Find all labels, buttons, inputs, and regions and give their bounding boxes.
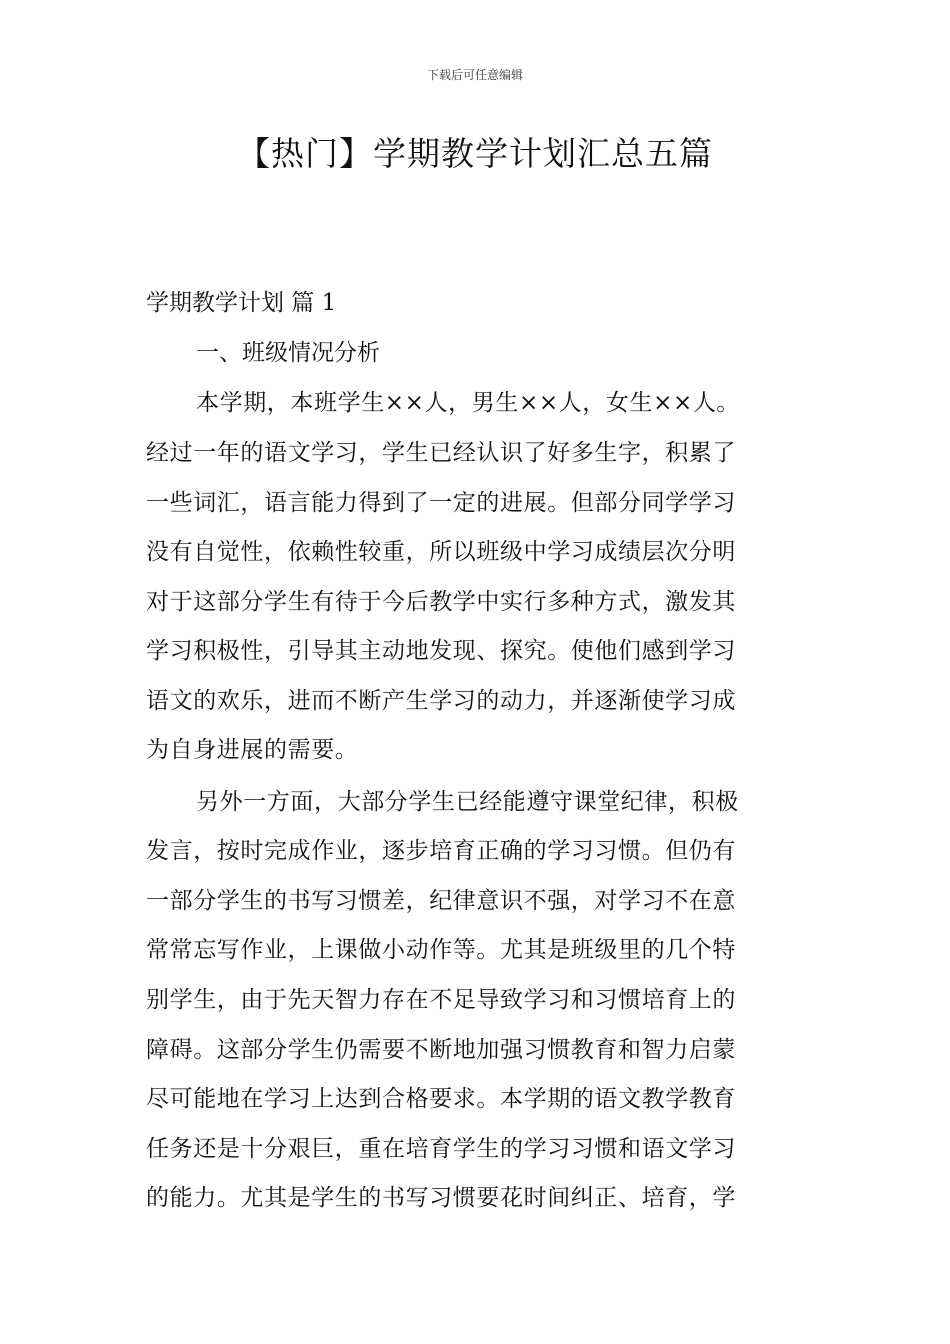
paragraph-line: 学习积极性，引导其主动地发现、探究。使他们感到学习 xyxy=(146,638,736,664)
page-title: 【热门】学期教学计划汇总五篇 xyxy=(237,134,713,173)
paragraph-line: 对于这部分学生有待于今后教学中实行多种方式，激发其 xyxy=(146,589,736,615)
paragraph-line: 另外一方面，大部分学生已经能遵守课堂纪律，积极 xyxy=(196,789,739,815)
paragraph-line: 障碍。这部分学生仍需要不断地加强习惯教育和智力启蒙 xyxy=(146,1037,736,1063)
paragraph-line: 任务还是十分艰巨，重在培育学生的学习习惯和语文学习 xyxy=(146,1136,736,1162)
section-label: 学期教学计划 篇 1 xyxy=(146,290,337,316)
paragraph-line: 经过一年的语文学习，学生已经认识了好多生字，积累了 xyxy=(146,440,736,466)
paragraph-line: 为自身进展的需要。 xyxy=(146,737,359,763)
paragraph-line: 别学生，由于先天智力存在不足导致学习和习惯培育上的 xyxy=(146,987,736,1013)
paragraph-line: 发言，按时完成作业，逐步培育正确的学习习惯。但仍有 xyxy=(146,838,736,864)
header-note: 下载后可任意编辑 xyxy=(426,68,523,82)
paragraph-line: 没有自觉性，依赖性较重，所以班级中学习成绩层次分明 xyxy=(146,539,736,565)
section-heading: 一、班级情况分析 xyxy=(196,340,380,366)
paragraph-line: 的能力。尤其是学生的书写习惯要花时间纠正、培育，学 xyxy=(146,1185,736,1211)
paragraph-line: 常常忘写作业，上课做小动作等。尤其是班级里的几个特 xyxy=(146,937,736,963)
paragraph-line: 本学期，本班学生××人，男生××人，女生××人。 xyxy=(196,390,741,416)
paragraph-line: 一部分学生的书写习惯差，纪律意识不强，对学习不在意 xyxy=(146,888,736,914)
paragraph-line: 尽可能地在学习上达到合格要求。本学期的语文教学教育 xyxy=(146,1086,736,1112)
paragraph-line: 一些词汇，语言能力得到了一定的进展。但部分同学学习 xyxy=(146,490,736,516)
paragraph-line: 语文的欢乐，进而不断产生学习的动力，并逐渐使学习成 xyxy=(146,688,736,714)
